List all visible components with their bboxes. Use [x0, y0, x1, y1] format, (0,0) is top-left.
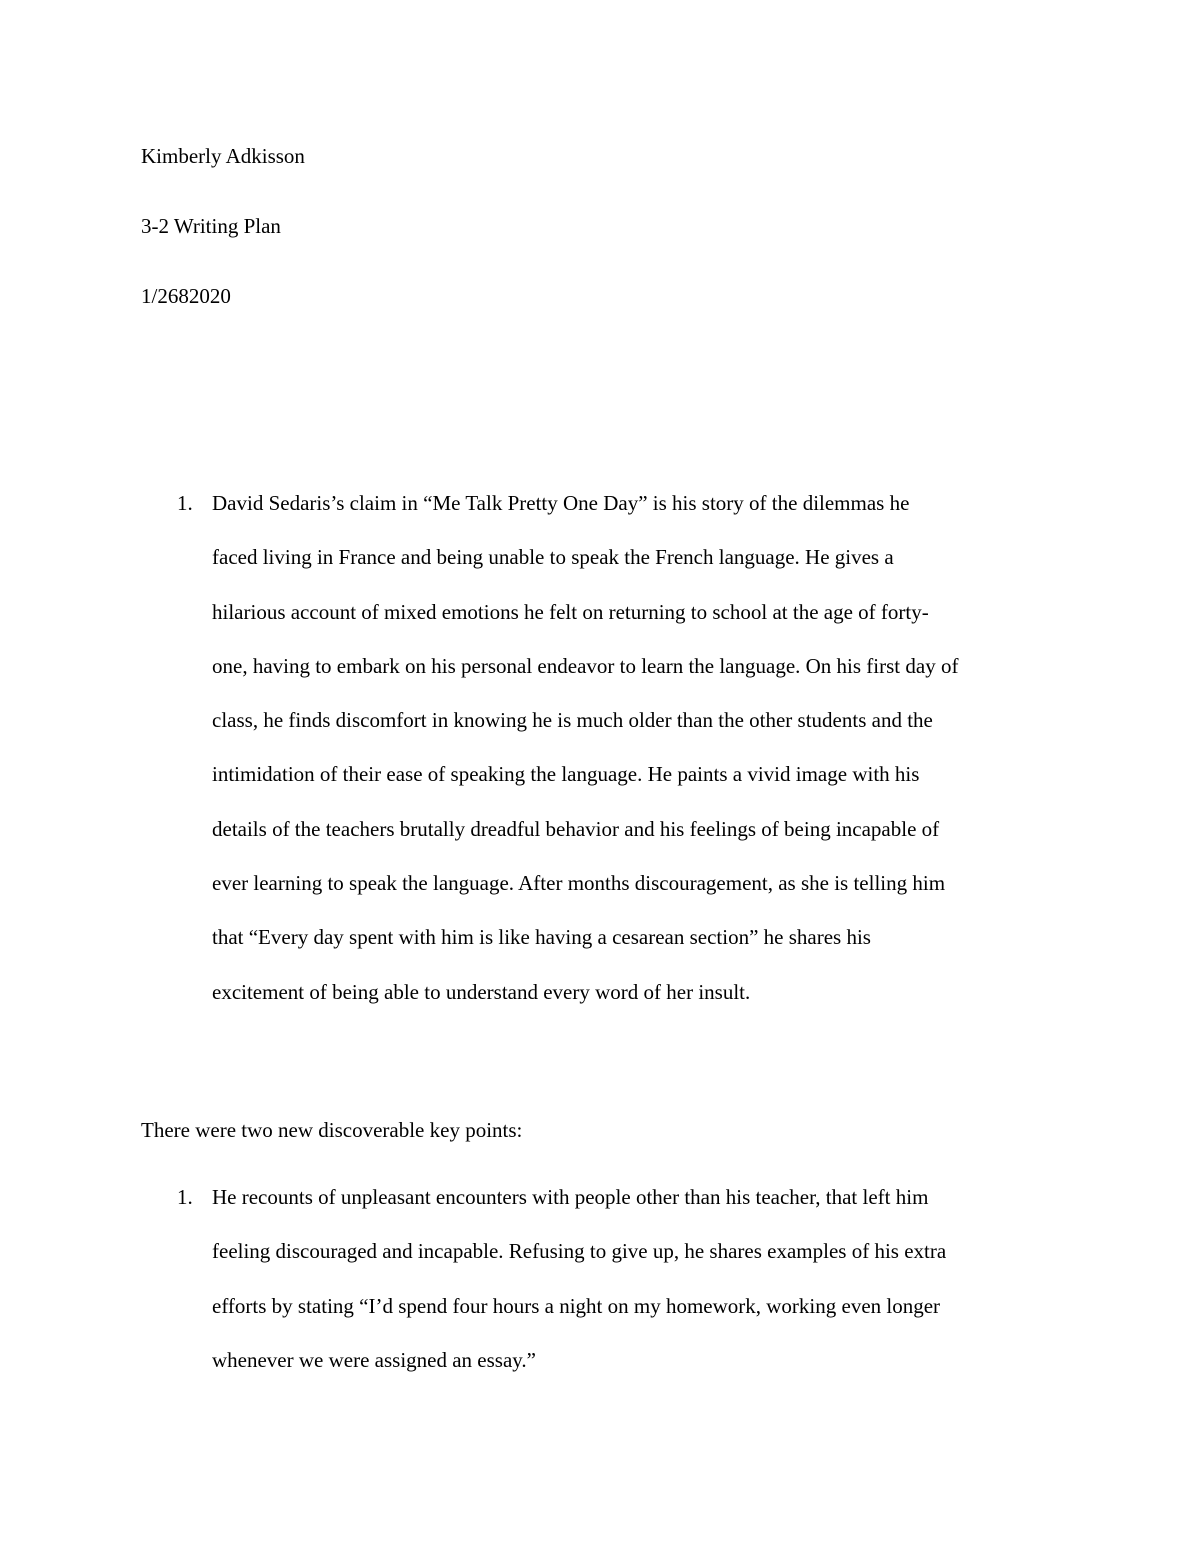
paragraph-line: intimidation of their ease of speaking the language. He paints a vivid image with his	[212, 762, 920, 787]
paragraph-line: feeling discouraged and incapable. Refusing to give up, he shares examples of his extra	[212, 1239, 947, 1264]
paragraph-line: details of the teachers brutally dreadful behavior and his feelings of being incapable of	[212, 816, 940, 841]
key-points-intro: There were two new discoverable key points:	[141, 1118, 523, 1142]
author-name: Kimberly Adkisson	[141, 144, 305, 168]
claim-list	[141, 476, 1071, 1019]
paragraph-line: ever learning to speak the language. After months discouragement, as she is telling him	[212, 871, 946, 896]
paragraph-line: efforts by stating “I’d spend four hours a night on my homework, working even longer	[212, 1293, 941, 1318]
claim-list-item	[141, 476, 1071, 1019]
paragraph-line: David Sedaris’s claim in “Me Talk Pretty One Day” is his story of the dilemmas he	[212, 491, 910, 515]
paragraph-line: whenever we were assigned an essay.”	[212, 1347, 536, 1372]
paragraph-line: hilarious account of mixed emotions he felt on returning to school at the age of forty-	[212, 599, 929, 624]
assignment-title: 3-2 Writing Plan	[141, 214, 281, 238]
document-date: 1/2682020	[141, 284, 231, 308]
paragraph-line: that “Every day spent with him is like having a cesarean section” he shares his	[212, 925, 871, 950]
key-points-list	[141, 1170, 1071, 1387]
paragraph-line: one, having to embark on his personal endeavor to learn the language. On his first day of	[212, 653, 959, 678]
list-number: 1.	[177, 491, 193, 515]
paragraph-line: He recounts of unpleasant encounters with people other than his teacher, that left him	[212, 1185, 929, 1209]
paragraph-line: faced living in France and being unable to speak the French language. He gives a	[212, 545, 894, 570]
paragraph-line: class, he finds discomfort in knowing he is much older than the other students and the	[212, 708, 933, 733]
key-point-item	[141, 1170, 1071, 1387]
list-number: 1.	[177, 1185, 193, 1209]
paragraph-line: excitement of being able to understand every word of her insult.	[212, 979, 751, 1004]
